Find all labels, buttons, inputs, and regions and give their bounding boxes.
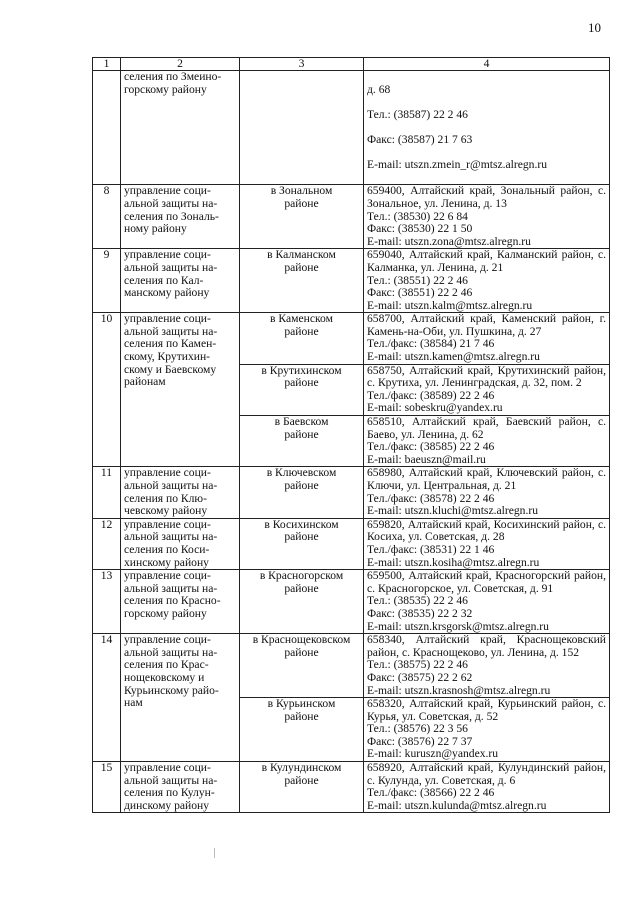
district-cell: в Каменском районе (240, 313, 364, 364)
district-cell: в Ключевском районе (240, 467, 364, 518)
table-row (93, 185, 610, 249)
address-line: 658510, Алтайский край, Баевский район, с. Баево, ул. Ленина, д. 62 (367, 415, 606, 441)
email-line: E-mail: utszn.zmein_r@mtsz.alregn.ru (367, 158, 548, 172)
district-cell: в Баевском районе (240, 416, 364, 467)
row-number-cell: 15 (93, 762, 121, 813)
address-cell (364, 570, 610, 634)
phone-line: Тел./факс: (38531) 22 1 46 (367, 542, 495, 556)
phone-line: Тел.: (38551) 22 2 46 (367, 273, 468, 287)
email-line: E-mail: utszn.krasnosh@mtsz.alregn.ru (367, 683, 551, 697)
row-number-cell: 9 (93, 249, 121, 313)
address-line: 659040, Алтайский край, Калманский район, с. Калманка, ул. Ленина, д. 21 (367, 248, 606, 274)
email-line: E-mail: utszn.kosiha@mtsz.alregn.ru (367, 555, 540, 569)
organization-cell: управление соци- альной защиты на- селения по Зональ- ному району (121, 185, 240, 249)
email-line: E-mail: kuruszn@yandex.ru (367, 747, 499, 761)
address-cell (364, 71, 610, 185)
email-line: E-mail: utszn.kalm@mtsz.alregn.ru (367, 298, 533, 312)
row-number-cell: 14 (93, 634, 121, 762)
email-line: E-mail: utszn.kulunda@mtsz.alregn.ru (367, 798, 547, 812)
phone-line: Тел.: (38575) 22 2 46 (367, 658, 468, 672)
phone-line: Тел.: (38530) 22 6 84 (367, 209, 468, 223)
table-row (93, 249, 610, 313)
organization-cell: управление соци- альной защиты на- селения по Камен- скому, Крутихин- скому и Баевскому районам (121, 313, 240, 467)
district-cell: в Курьинском районе (240, 698, 364, 762)
email-line: E-mail: utszn.krsgorsk@mtsz.alregn.ru (367, 619, 549, 633)
phone-line: Тел./факс: (38585) 22 2 46 (367, 440, 495, 454)
table-row (93, 634, 610, 698)
phone-line: Тел./факс: (38566) 22 2 46 (367, 786, 495, 800)
fax-line: Факс: (38587) 21 7 63 (367, 132, 473, 146)
district-cell: в Крутихинском районе (240, 364, 364, 415)
phone-line: Тел.: (38576) 22 3 56 (367, 722, 468, 736)
address-line: 658920, Алтайский край, Кулундинский район, с. Кулунда, ул. Советская, д. 6 (367, 761, 606, 787)
phone-line: Тел./факс: (38578) 22 2 46 (367, 491, 495, 505)
row-number-cell: 10 (93, 313, 121, 467)
organization-cell: управление соци- альной защиты на- селения по Клю- чевскому району (121, 467, 240, 518)
address-cell (364, 762, 610, 813)
district-cell: в Красногорском районе (240, 570, 364, 634)
address-line: 658750, Алтайский край, Крутихинский район, с. Крутиха, ул. Ленинградская, д. 32, пом. 2 (367, 363, 606, 390)
address-cell (364, 467, 610, 518)
column-header: 1 (93, 58, 121, 71)
address-line: 659500, Алтайский край, Красногорский район, с. Красногорское, ул. Советская, д. 91 (367, 569, 606, 595)
row-number-cell: 13 (93, 570, 121, 634)
address-line: 658320, Алтайский край, Курьинский район, с. Курья, ул. Советская, д. 52 (367, 697, 606, 723)
fax-line: Факс: (38575) 22 2 62 (367, 670, 473, 684)
column-header: 3 (240, 58, 364, 71)
table-row (93, 467, 610, 518)
address-line: 659820, Алтайский край, Косихинский район, с. Косиха, ул. Советская, д. 28 (367, 517, 606, 544)
district-cell: в Косихинском районе (240, 518, 364, 569)
table-row (93, 570, 610, 634)
row-number-cell: 11 (93, 467, 121, 518)
fax-line: Факс: (38530) 22 1 50 (367, 222, 473, 236)
table-row (93, 762, 610, 813)
organization-cell: управление соци- альной защиты на- селения по Кулун- динскому району (121, 762, 240, 813)
offices-table (92, 57, 610, 813)
column-header: 2 (121, 58, 240, 71)
email-line: E-mail: utszn.kamen@mtsz.alregn.ru (367, 350, 540, 364)
address-line: 658980, Алтайский край, Ключевский район, с. Ключи, ул. Центральная, д. 21 (367, 466, 606, 492)
header-row (93, 58, 610, 71)
organization-cell: управление соци- альной защиты на- селения по Крас- нощековскому и Курьинскому райо- нам (121, 634, 240, 762)
address-line: 658340, Алтайский край, Краснощековский район, с. Краснощеково, ул. Ленина, д. 152 (367, 633, 606, 659)
fax-line: Факс: (38576) 22 7 37 (367, 734, 473, 748)
email-line: E-mail: sobeskru@yandex.ru (367, 401, 503, 415)
fax-line: Факс: (38551) 22 2 46 (367, 286, 473, 300)
address-cell (364, 364, 610, 415)
address-cell (364, 518, 610, 569)
email-line: E-mail: utszn.zona@mtsz.alregn.ru (367, 234, 531, 248)
organization-cell: управление соци- альной защиты на- селения по Коси- хинскому району (121, 518, 240, 569)
phone-line: Тел.: (38535) 22 2 46 (367, 594, 468, 608)
district-cell: в Зональном районе (240, 185, 364, 249)
phone-line: Тел./факс: (38589) 22 2 46 (367, 388, 495, 402)
district-cell (240, 71, 364, 185)
phone-line: Тел.: (38587) 22 2 46 (367, 107, 468, 121)
organization-cell: управление соци- альной защиты на- селения по Кал- манскому району (121, 249, 240, 313)
table-row (93, 313, 610, 364)
phone-line: Тел./факс: (38584) 21 7 46 (367, 337, 495, 351)
organization-cell: селения по Змеино- горскому району (121, 71, 240, 185)
district-cell: в Краснощековском районе (240, 634, 364, 698)
email-line: E-mail: baeuszn@mail.ru (367, 452, 486, 466)
address-cell (364, 313, 610, 364)
row-number-cell: 12 (93, 518, 121, 569)
page-number: 10 (588, 20, 601, 35)
continuation-row (93, 71, 610, 185)
row-number-cell (93, 71, 121, 185)
fax-line: Факс: (38535) 22 2 32 (367, 606, 473, 620)
district-cell: в Кулундинском районе (240, 762, 364, 813)
address-line: д. 68 (367, 82, 391, 96)
email-line: E-mail: utszn.kluchi@mtsz.alregn.ru (367, 504, 539, 518)
district-cell: в Калманском районе (240, 249, 364, 313)
address-line: 658700, Алтайский край, Каменский район, г. Камень-на-Оби, ул. Пушкина, д. 27 (367, 312, 606, 338)
address-cell (364, 249, 610, 313)
address-cell (364, 185, 610, 249)
organization-cell: управление соци- альной защиты на- селения по Красно- горскому району (121, 570, 240, 634)
column-header: 4 (364, 58, 610, 71)
address-cell (364, 698, 610, 762)
row-number-cell: 8 (93, 185, 121, 249)
address-line: 659400, Алтайский край, Зональный район, с. Зональное, ул. Ленина, д. 13 (367, 184, 606, 210)
scan-mark (214, 848, 215, 858)
address-cell (364, 634, 610, 698)
table-row (93, 518, 610, 569)
address-cell (364, 416, 610, 467)
